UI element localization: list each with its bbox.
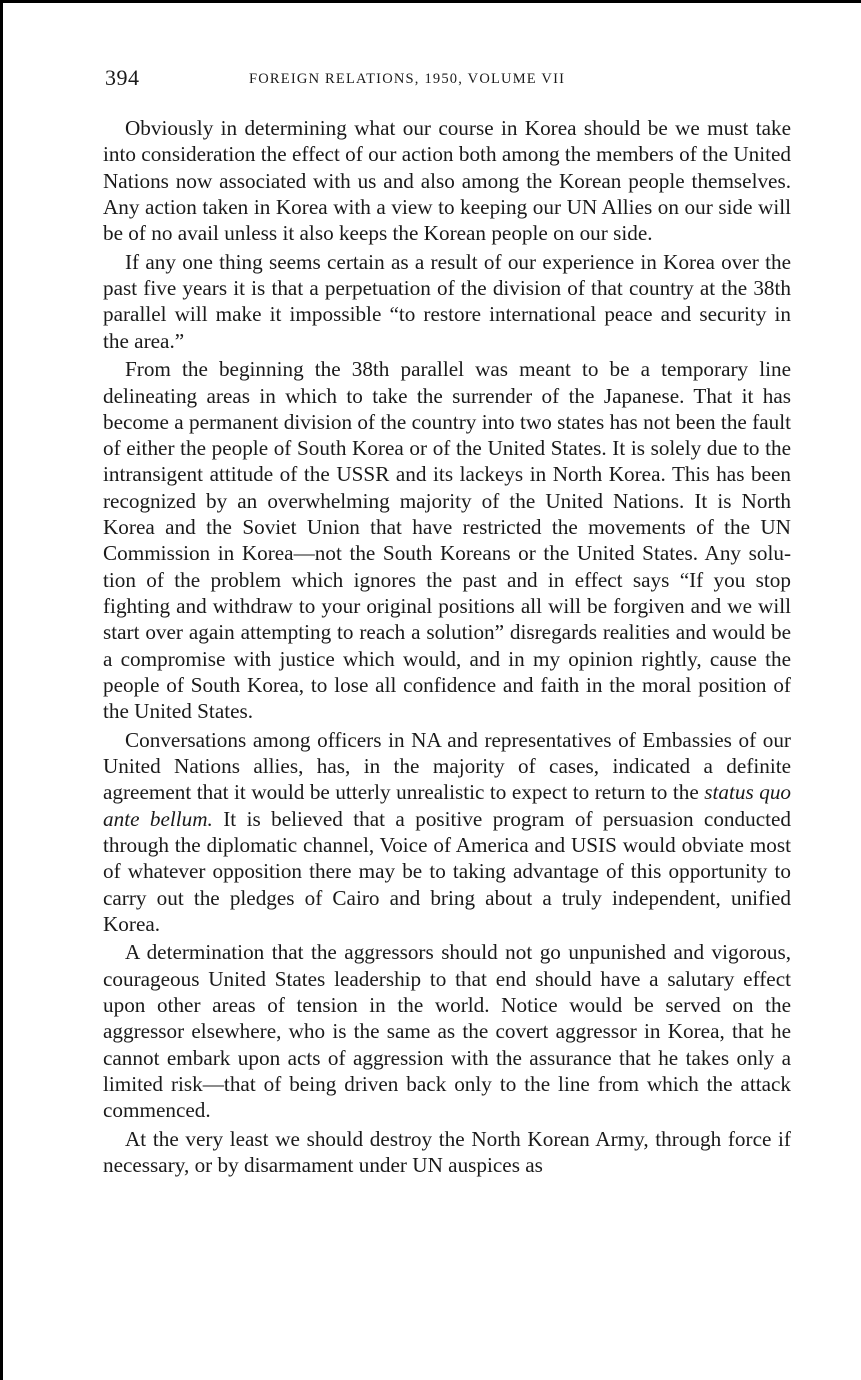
paragraph-4-text-after: It is believed that a positive program of persuasion conducted through the diplomatic channel, Voice of America and USIS would obviate most of whatever opposition there may be to taking advantage of this opportunity to carry out the pledges of Cairo and bring about a truly independent, unified Korea. <box>103 806 791 936</box>
paragraph-6: At the very least we should destroy the North Korean Army, through force if necessary, or by disarmament under UN auspices as <box>103 1126 791 1178</box>
running-head <box>105 65 789 97</box>
paragraph-4 <box>103 727 791 937</box>
paragraph-4-text-before: Conversations among officers in NA and representatives of Embassies of our United Nations allies, has, in the majority of cases, indicated a definite agreement that it would be utterly unrealistic to expect to return to the <box>103 727 791 805</box>
paragraph-5: A determination that the aggressors should not go unpunished and vigorous, courageous United States leadership to that end should have a salutary effect upon other areas of tension in the world. Notice would be served on the aggressor elsewhere, who is the same as the covert aggressor in Korea, that he cannot embark upon acts of aggression with the assurance that he takes only a limited risk—that of being driven back only to the line from which the attack commenced. <box>103 940 791 1123</box>
running-head-title: FOREIGN RELATIONS, 1950, VOLUME VII <box>249 71 566 87</box>
latin-phrase: status quo ante bellum. <box>103 780 792 831</box>
body-text <box>103 115 791 1178</box>
page-number: 394 <box>105 65 140 90</box>
paragraph-3: From the beginning the 38th parallel was meant to be a temporary line delineating areas in which to take the surrender of the Japanese. That it has become a permanent division of the country into two states has not been the fault of either the people of South Korea or of the United States. It is solely due to the intransigent attitude of the USSR and its lackeys in North Korea. This has been recognized by an overwhelming majority of the United Nations. It is North Korea and the Soviet Union that have restricted the movements of the UN Commission in Korea—not the South Koreans or the United States. Any solution of the problem which ignores the past and in effect says “If you stop fighting and withdraw to your original positions all will be forgiven and we will start over again attempting to reach a solution” disregards realities and would be a compromise with justice which would, and in my opinion rightly, cause the people of South Korea, to lose all confidence and faith in the moral position of the United States. <box>103 357 791 724</box>
paragraph-1: Obviously in determining what our course in Korea should be we must take into consideration the effect of our action both among the members of the United Nations now associated with us and also among the Korean people themselves. Any action taken in Korea with a view to keeping our UN Allies on our side will be of no avail unless it also keeps the Korean people on our side. <box>103 116 791 246</box>
paragraph-2: If any one thing seems certain as a result of our experience in Korea over the past five years it is that a perpetuation of the division of that country at the 38th parallel will make it impossible “to restore international peace and security in the area.” <box>103 249 791 353</box>
